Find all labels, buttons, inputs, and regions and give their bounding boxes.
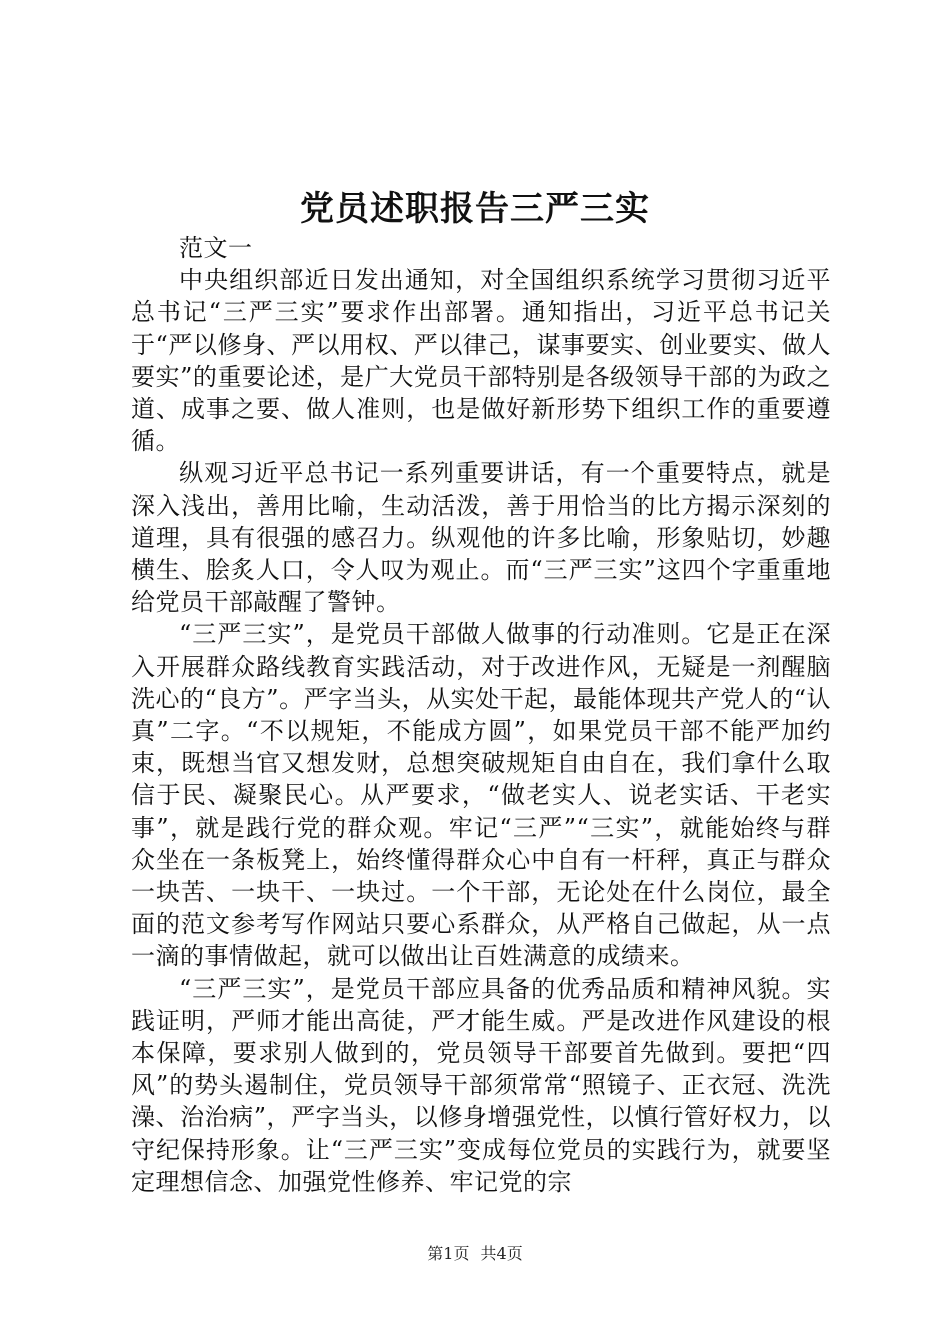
paragraph-heading: 范文一 <box>179 234 253 262</box>
paragraph: 纵观习近平总书记一系列重要讲话，有一个重要特点，就是深入浅出，善用比喻，生动活泼，善于用恰当的比方揭示深刻的道理，具有很强的感召力。纵观他的许多比喻，形象贴切，妙趣横生、脍炙人口，令人叹为观止。而“三严三实”这四个字重重地给党员干部敲醒了警钟。 <box>131 459 831 617</box>
paragraph: 中央组织部近日发出通知，对全国组织系统学习贯彻习近平总书记“三严三实”要求作出部署。通知指出，习近平总书记关于“严以修身、严以用权、严以律己，谋事要实、创业要实、做人要实”的重要论述，是广大党员干部特别是各级领导干部的为政之道、成事之要、做人准则，也是做好新形势下组织工作的重要遵循。 <box>131 266 831 456</box>
document-title: 党员述职报告三严三实 <box>300 189 650 229</box>
document-body <box>131 232 831 1198</box>
paragraph: “三严三实”，是党员干部应具备的优秀品质和精神风貌。实践证明，严师才能出高徒，严才能生威。严是改进作风建设的根本保障，要求别人做到的，党员领导干部要首先做到。要把“四风”的势头遏制住，党员领导干部须常常“照镜子、正衣冠、洗洗澡、治治病”，严字当头，以修身增强党性，以慎行管好权力，以守纪保持形象。让“三严三实”变成每位党员的实践行为，就要坚定理想信念、加强党性修养、牢记党的宗 <box>131 974 831 1196</box>
page-footer <box>0 1243 950 1265</box>
page-total: 共4页 <box>480 1244 523 1263</box>
page-number: 第1页 <box>427 1244 470 1263</box>
paragraph: “三严三实”，是党员干部做人做事的行动准则。它是正在深入开展群众路线教育实践活动，对于改进作风，无疑是一剂醒脑洗心的“良方”。严字当头，从实处干起，最能体现共产党人的“认真”二字。“不以规矩，不能成方圆”，如果党员干部不能严加约束，既想当官又想发财，总想突破规矩自由自在，我们拿什么取信于民、凝聚民心。从严要求，“做老实人、说老实话、干老实事”，就是践行党的群众观。牢记“三严”“三实”，就能始终与群众坐在一条板凳上，始终懂得群众心中自有一杆秤，真正与群众一块苦、一块干、一块过。一个干部，无论处在什么岗位，最全面的范文参考写作网站只要心系群众，从严格自己做起，从一点一滴的事情做起，就可以做出让百姓满意的成绩来。 <box>131 620 831 971</box>
